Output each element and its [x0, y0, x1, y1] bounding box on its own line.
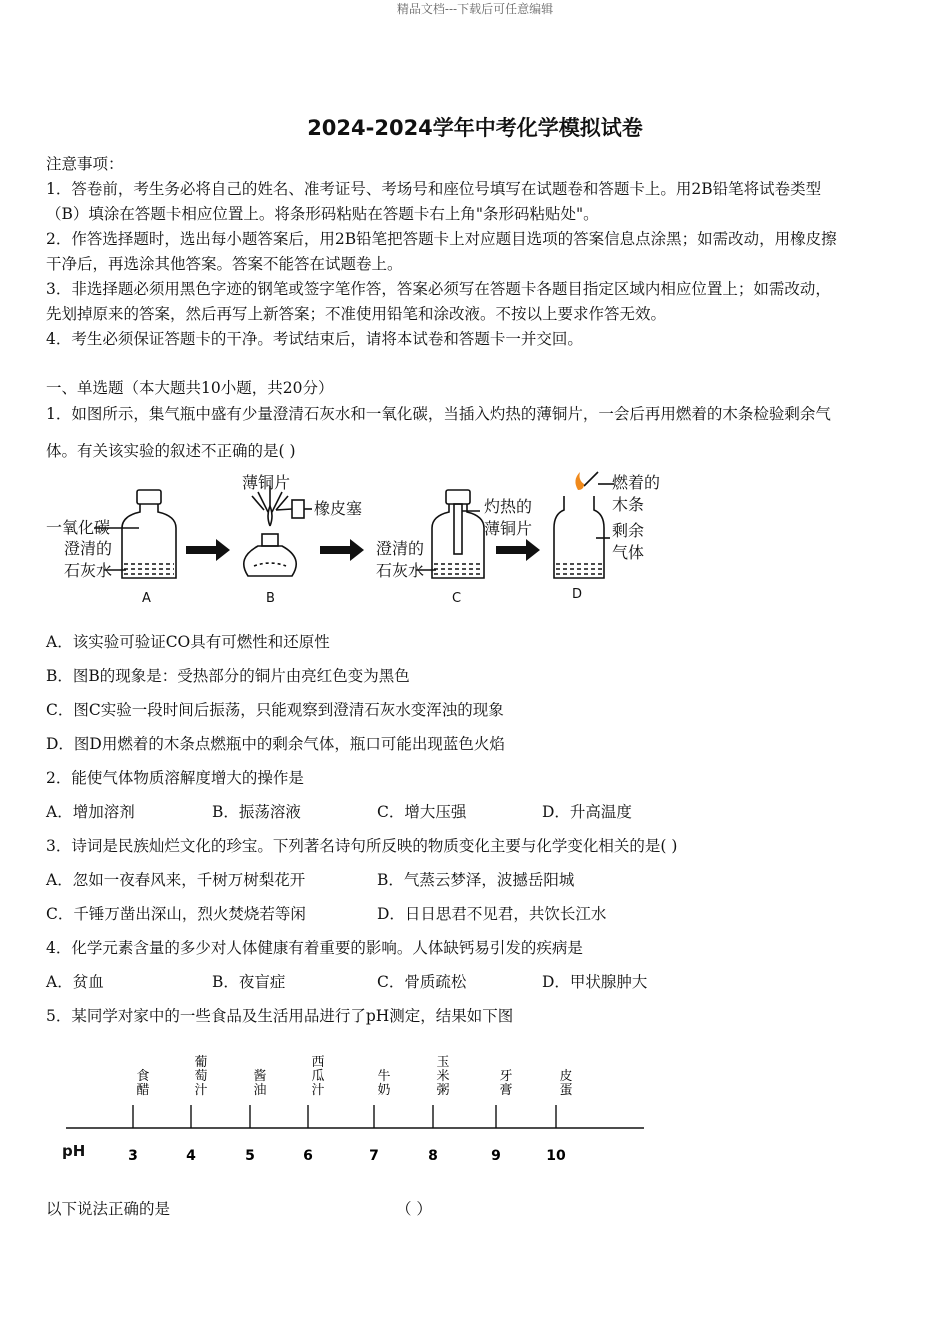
question-followup: 以下说法正确的是	[46, 1200, 171, 1218]
ph-axis-label: pH	[62, 1142, 86, 1160]
ph-item-label: 牛	[377, 1069, 391, 1084]
question-stem: 2．能使气体物质溶解度增大的操作是	[46, 769, 304, 787]
ph-item-label: 醋	[136, 1083, 150, 1098]
label-limewater: 澄清的	[376, 539, 425, 558]
ph-item-label: 汁	[311, 1083, 325, 1098]
notice-line: 3．非选择题必须用黑色字迹的钢笔或签字笔作答，答案必须写在答题卡各题目指定区域内相应位置上；如需改动，	[46, 280, 831, 298]
ph-value: 3	[128, 1148, 138, 1164]
option-c: C．骨质疏松	[377, 973, 467, 991]
notice-line: 4．考生必须保证答题卡的干净。考试结束后，请将本试卷和答题卡一并交回。	[46, 330, 583, 348]
option-b: B．图B的现象是：受热部分的铜片由亮红色变为黑色	[46, 667, 410, 685]
ph-item-label: 玉	[436, 1055, 450, 1070]
ph-item-label: 膏	[499, 1083, 513, 1098]
bottle-c	[416, 490, 484, 578]
notice-line: （B）填涂在答题卡相应位置上。将条形码粘贴在答题卡右上角"条形码粘贴处"。	[46, 205, 599, 223]
ph-value: 5	[245, 1148, 255, 1164]
ph-item-label: 油	[253, 1083, 267, 1098]
question-stem: 3．诗词是民族灿烂文化的珍宝。下列著名诗句所反映的物质变化主要与化学变化相关的是( )	[46, 837, 678, 855]
label-copper-sheet: 薄铜片	[242, 473, 291, 492]
option-c: C．增大压强	[377, 803, 467, 821]
ph-item-label: 萄	[194, 1069, 208, 1084]
ph-item-label: 西	[311, 1055, 325, 1070]
label-limewater: 石灰水	[64, 561, 113, 580]
label-limewater: 澄清的	[64, 539, 113, 558]
caption-b: B	[266, 591, 275, 606]
option-b: B．夜盲症	[212, 973, 286, 991]
label-co: 一氧化碳	[46, 518, 111, 537]
option-a: A．贫血	[46, 973, 104, 991]
ph-item-label: 蛋	[559, 1083, 573, 1098]
option-b: B．气蒸云梦泽，波撼岳阳城	[377, 871, 575, 889]
ph-value: 10	[546, 1148, 566, 1164]
section-heading: 一、单选题（本大题共10小题，共20分）	[46, 379, 334, 397]
caption-c: C	[452, 591, 462, 606]
question-stem: 体。有关该实验的叙述不正确的是( )	[46, 442, 296, 460]
option-a: A．增加溶剂	[46, 803, 135, 821]
option-d: D．图D用燃着的木条点燃瓶中的剩余气体，瓶口可能出现蓝色火焰	[46, 735, 505, 753]
option-d: D．升高温度	[542, 803, 632, 821]
caption-d: D	[572, 587, 583, 602]
label-rubber-stopper: 橡皮塞	[314, 499, 363, 518]
page-header: 精品文档---下载后可任意编辑	[396, 2, 554, 16]
ph-item-label: 瓜	[311, 1069, 325, 1084]
ph-item-label: 奶	[377, 1083, 391, 1098]
flame-icon	[575, 472, 584, 490]
option-d: D．日日思君不见君，共饮长江水	[377, 905, 607, 923]
ph-item-label: 牙	[499, 1069, 513, 1084]
label-burning-stick: 木条	[612, 495, 645, 514]
notice-line: 2．作答选择题时，选出每小题答案后，用2B铅笔把答题卡上对应题目选项的答案信息点涂黑；如需改动，用橡皮擦	[46, 230, 837, 248]
label-hot-copper: 薄铜片	[484, 519, 533, 538]
question-stem: 5．某同学对家中的一些食品及生活用品进行了pH测定，结果如下图	[46, 1007, 514, 1025]
arrow-icon	[496, 539, 540, 561]
arrow-icon	[320, 539, 364, 561]
label-hot-copper: 灼热的	[484, 497, 533, 516]
option-b: B．振荡溶液	[212, 803, 301, 821]
answer-bracket: （ ）	[396, 1200, 432, 1218]
caption-a: A	[142, 591, 151, 606]
ph-item-label: 粥	[436, 1083, 450, 1098]
question-stem: 4．化学元素含量的多少对人体健康有着重要的影响。人体缺钙易引发的疾病是	[46, 939, 583, 957]
notice-line: 先划掉原来的答案，然后再写上新答案；不准使用铅笔和涂改液。不按以上要求作答无效。	[46, 305, 667, 323]
option-a: A．忽如一夜春风来，千树万树梨花开	[46, 871, 306, 889]
experiment-figure	[44, 466, 684, 608]
notice-heading: 注意事项：	[46, 155, 124, 173]
ph-item-label: 汁	[194, 1083, 208, 1098]
question-stem: 1．如图所示，集气瓶中盛有少量澄清石灰水和一氧化碳，当插入灼热的薄铜片，一会后再用燃着的木条检验剩余气	[46, 405, 831, 423]
ph-item-label: 食	[136, 1069, 150, 1084]
option-c: C．图C实验一段时间后振荡，只能观察到澄清石灰水变浑浊的现象	[46, 701, 504, 719]
label-burning-stick: 燃着的	[612, 473, 661, 492]
bottle-d	[554, 472, 614, 578]
arrow-icon	[186, 539, 230, 561]
option-a: A．该实验可验证CO具有可燃性和还原性	[46, 633, 330, 651]
label-limewater: 石灰水	[376, 561, 425, 580]
label-remaining-gas: 剩余	[612, 521, 645, 540]
notice-line: 干净后，再选涂其他答案。答案不能答在试题卷上。	[46, 255, 403, 273]
notice-line: 1．答卷前，考生务必将自己的姓名、准考证号、考场号和座位号填写在试题卷和答题卡上。用2B铅笔将试卷类型	[46, 180, 822, 198]
option-d: D．甲状腺肿大	[542, 973, 648, 991]
alcohol-lamp	[244, 486, 312, 576]
page-title: 2024-2024学年中考化学模拟试卷	[307, 116, 643, 140]
ph-value: 8	[428, 1148, 438, 1164]
option-c: C．千锤万凿出深山，烈火焚烧若等闲	[46, 905, 306, 923]
ph-item-label: 米	[436, 1069, 450, 1084]
ph-value: 9	[491, 1148, 501, 1164]
ph-item-label: 葡	[194, 1055, 208, 1070]
ph-value: 6	[303, 1148, 313, 1164]
ph-value: 4	[186, 1148, 196, 1164]
ph-item-label: 皮	[559, 1069, 573, 1084]
ph-scale	[56, 1040, 656, 1170]
ph-value: 7	[369, 1148, 379, 1164]
label-remaining-gas: 气体	[612, 543, 645, 562]
ph-item-label: 酱	[253, 1069, 267, 1084]
